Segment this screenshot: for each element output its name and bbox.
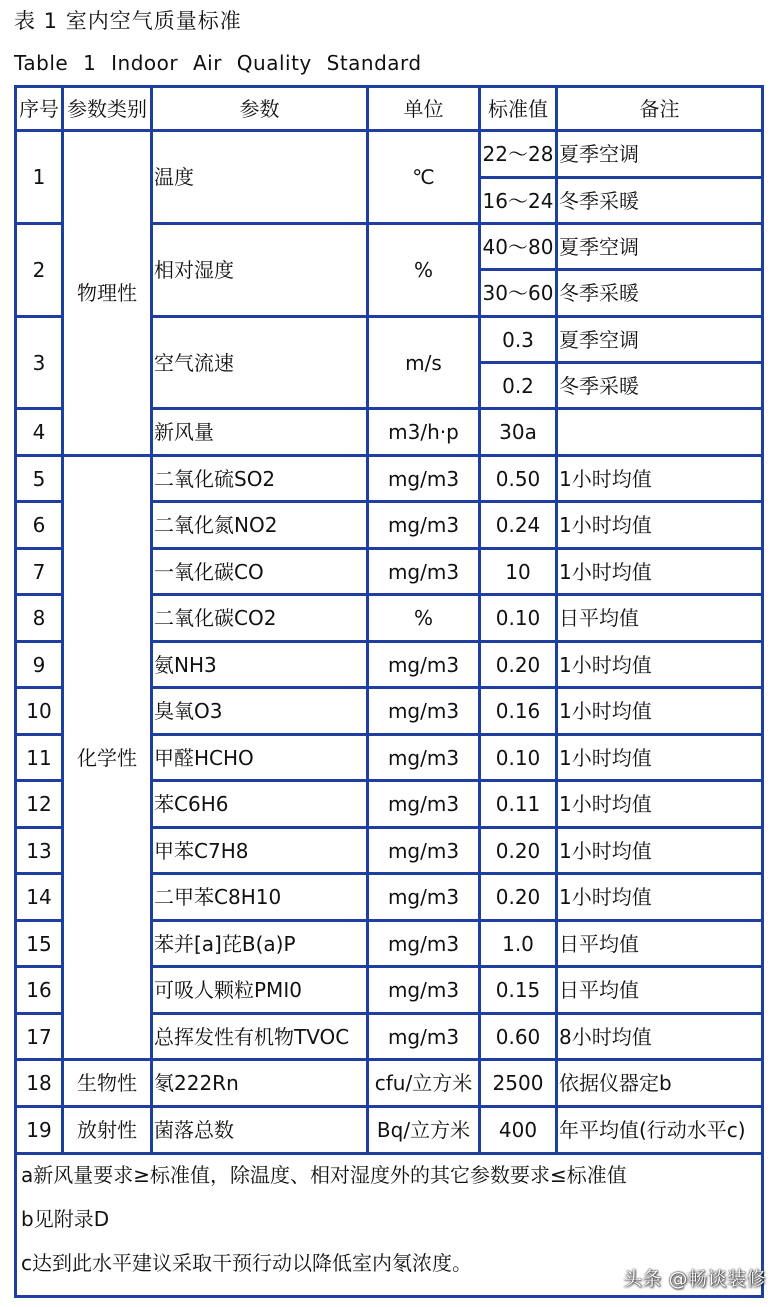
cell-unit: ℃ [368, 131, 480, 224]
cell-param: 二氧化硫SO2 [152, 456, 368, 502]
cell-remark: 8小时均值 [557, 1014, 763, 1060]
air-quality-table [14, 85, 764, 1298]
cell-no: 6 [16, 502, 63, 549]
table-row [16, 1060, 763, 1107]
table-title-en: Table 1 Indoor Air Quality Standard [14, 51, 422, 75]
category-chemical: 化学性 [63, 456, 152, 1060]
cell-value: 30a [480, 409, 557, 456]
watermark: 头条 @畅谈装修 [622, 1268, 766, 1290]
cell-param: 苯C6H6 [152, 781, 368, 828]
category-biological: 生物性 [63, 1060, 152, 1107]
cell-no: 2 [16, 224, 63, 317]
cell-param: 总挥发性有机物TVOC [152, 1014, 368, 1060]
cell-remark: 冬季采暖 [557, 270, 763, 317]
cell-value: 16～24 [480, 178, 557, 224]
cell-remark: 1小时均值 [557, 642, 763, 688]
cell-param: 甲醛HCHO [152, 735, 368, 781]
header-remark: 备注 [557, 87, 763, 131]
cell-param: 二氧化氮NO2 [152, 502, 368, 549]
cell-param: 甲苯C7H8 [152, 828, 368, 874]
cell-value: 0.20 [480, 874, 557, 921]
cell-no: 15 [16, 921, 63, 967]
header-param: 参数 [152, 87, 368, 131]
cell-unit: mg/m3 [368, 874, 480, 921]
cell-unit: m3/h·p [368, 409, 480, 456]
cell-value: 30～60 [480, 270, 557, 317]
cell-remark: 1小时均值 [557, 735, 763, 781]
cell-value: 10 [480, 549, 557, 595]
cell-no: 14 [16, 874, 63, 921]
cell-remark: 依据仪器定b [557, 1060, 763, 1107]
cell-remark: 1小时均值 [557, 456, 763, 502]
cell-value: 0.10 [480, 735, 557, 781]
cell-remark: 1小时均值 [557, 688, 763, 735]
cell-no: 13 [16, 828, 63, 874]
cell-unit: % [368, 224, 480, 317]
cell-remark: 日平均值 [557, 967, 763, 1014]
cell-param: 一氧化碳CO [152, 549, 368, 595]
cell-remark: 日平均值 [557, 595, 763, 642]
cell-value: 0.20 [480, 828, 557, 874]
cell-value: 0.15 [480, 967, 557, 1014]
cell-value: 0.24 [480, 502, 557, 549]
table-row [16, 131, 763, 178]
note-b: b见附录D [21, 1207, 110, 1231]
cell-unit: mg/m3 [368, 735, 480, 781]
table-title-cn: 表 1 室内空气质量标准 [14, 9, 242, 33]
cell-param: 温度 [152, 131, 368, 224]
cell-remark: 1小时均值 [557, 874, 763, 921]
cell-remark: 冬季采暖 [557, 178, 763, 224]
cell-remark: 夏季空调 [557, 224, 763, 270]
cell-value: 0.20 [480, 642, 557, 688]
cell-param: 臭氧O3 [152, 688, 368, 735]
cell-no: 11 [16, 735, 63, 781]
cell-value: 2500 [480, 1060, 557, 1107]
note-c: c达到此水平建议采取干预行动以降低室内氡浓度。 [21, 1251, 472, 1275]
cell-unit: Bq/立方米 [368, 1107, 480, 1154]
cell-unit: mg/m3 [368, 456, 480, 502]
cell-no: 4 [16, 409, 63, 456]
cell-no: 1 [16, 131, 63, 224]
cell-param: 二氧化碳CO2 [152, 595, 368, 642]
cell-value: 0.16 [480, 688, 557, 735]
cell-remark: 夏季空调 [557, 131, 763, 178]
cell-param: 苯并[a]芘B(a)P [152, 921, 368, 967]
cell-value: 1.0 [480, 921, 557, 967]
cell-unit: mg/m3 [368, 502, 480, 549]
cell-value: 0.2 [480, 363, 557, 409]
cell-value: 400 [480, 1107, 557, 1154]
cell-no: 18 [16, 1060, 63, 1107]
cell-value: 22～28 [480, 131, 557, 178]
cell-remark: 年平均值(行动水平c) [557, 1107, 763, 1154]
cell-no: 10 [16, 688, 63, 735]
cell-param: 新风量 [152, 409, 368, 456]
cell-no: 8 [16, 595, 63, 642]
cell-param: 氡222Rn [152, 1060, 368, 1107]
cell-unit: mg/m3 [368, 828, 480, 874]
cell-unit: mg/m3 [368, 921, 480, 967]
cell-value: 0.10 [480, 595, 557, 642]
cell-remark: 1小时均值 [557, 502, 763, 549]
cell-value: 40～80 [480, 224, 557, 270]
cell-no: 9 [16, 642, 63, 688]
cell-no: 19 [16, 1107, 63, 1154]
cell-remark: 日平均值 [557, 921, 763, 967]
cell-unit: m/s [368, 317, 480, 409]
table-header-row [16, 87, 763, 131]
cell-no: 12 [16, 781, 63, 828]
cell-unit: mg/m3 [368, 642, 480, 688]
cell-value: 0.11 [480, 781, 557, 828]
cell-remark [557, 409, 763, 456]
category-radioactive: 放射性 [63, 1107, 152, 1154]
cell-remark: 冬季采暖 [557, 363, 763, 409]
cell-unit: % [368, 595, 480, 642]
cell-remark: 1小时均值 [557, 549, 763, 595]
cell-param: 可吸人颗粒PMI0 [152, 967, 368, 1014]
cell-unit: mg/m3 [368, 1014, 480, 1060]
cell-value: 0.50 [480, 456, 557, 502]
cell-param: 菌落总数 [152, 1107, 368, 1154]
cell-no: 3 [16, 317, 63, 409]
cell-unit: mg/m3 [368, 688, 480, 735]
cell-param: 空气流速 [152, 317, 368, 409]
cell-unit: mg/m3 [368, 781, 480, 828]
cell-no: 5 [16, 456, 63, 502]
cell-unit: mg/m3 [368, 967, 480, 1014]
cell-no: 7 [16, 549, 63, 595]
header-no: 序号 [16, 87, 63, 131]
cell-remark: 1小时均值 [557, 828, 763, 874]
cell-no: 16 [16, 967, 63, 1014]
cell-param: 二甲苯C8H10 [152, 874, 368, 921]
cell-remark: 1小时均值 [557, 781, 763, 828]
cell-remark: 夏季空调 [557, 317, 763, 363]
header-category: 参数类别 [63, 87, 152, 131]
category-physical: 物理性 [63, 131, 152, 456]
header-unit: 单位 [368, 87, 480, 131]
cell-no: 17 [16, 1014, 63, 1060]
cell-param: 氨NH3 [152, 642, 368, 688]
table-row [16, 1107, 763, 1154]
cell-value: 0.3 [480, 317, 557, 363]
cell-param: 相对湿度 [152, 224, 368, 317]
cell-unit: mg/m3 [368, 549, 480, 595]
cell-value: 0.60 [480, 1014, 557, 1060]
cell-unit: cfu/立方米 [368, 1060, 480, 1107]
table-row [16, 456, 763, 502]
header-value: 标准值 [480, 87, 557, 131]
note-a: a新风量要求≥标准值，除温度、相对湿度外的其它参数要求≤标准值 [21, 1163, 627, 1187]
